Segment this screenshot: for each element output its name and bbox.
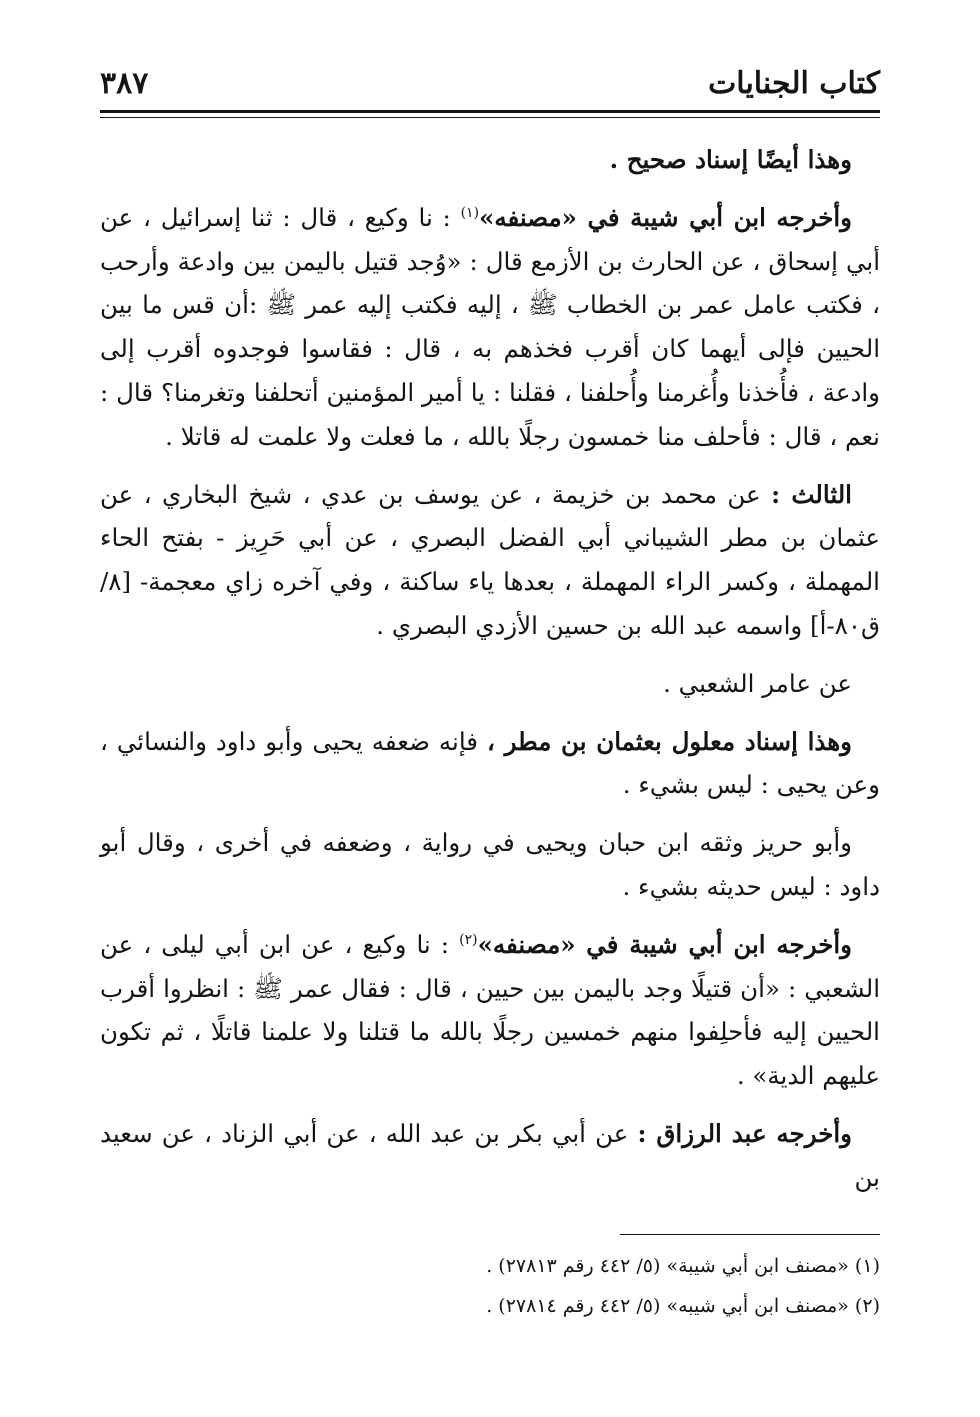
paragraph-lead: وأخرجه ابن أبي شيبة في «مصنفه»	[477, 929, 852, 959]
paragraph	[100, 720, 880, 808]
footnote-reference: (٢)	[459, 931, 478, 948]
paragraph	[100, 473, 880, 648]
paragraph	[100, 821, 880, 909]
paragraph-text: فإنه ضعفه يحيى وأبو داود والنسائي ، وعن يحيى : ليس بشيء .	[100, 726, 880, 800]
paragraph-text: عن أبي بكر بن عبد الله ، عن أبي الزناد ، عن سعيد بن	[100, 1118, 880, 1192]
paragraph	[100, 196, 880, 459]
chapter-title: كتاب الجنايات	[708, 66, 880, 101]
header-rule-thin	[100, 117, 880, 118]
page-number: ٣٨٧	[100, 66, 149, 101]
paragraph	[100, 662, 880, 706]
paragraph-text: : نا وكيع ، عن ابن أبي ليلى ، عن الشعبي : «أن قتيلًا وجد باليمن بين حيين ، قال : فقال عمر ﷺ : انظروا أقرب الحيين إليه فأحلِفوا منهم خمسين رجلًا بالله ما قتلنا ولا علمنا قاتلًا ، ثم تكون عليهم الدية» .	[100, 929, 880, 1091]
book-page	[100, 60, 880, 1380]
paragraph-lead: الثالث :	[771, 479, 852, 509]
paragraph-text: عن عامر الشعبي .	[663, 668, 852, 698]
paragraph	[100, 1112, 880, 1200]
paragraph-text: عن محمد بن خزيمة ، عن يوسف بن عدي ، شيخ البخاري ، عن عثمان بن مطر الشيباني أبي الفضل البصري ، عن أبي حَرِيز - بفتح الحاء المهملة ، وكسر الراء المهملة ، بعدها ياء ساكنة ، وفي آخره زاي معجمة- [٨/ق٨٠-أ] واسمه عبد الله بن حسين الأزدي البصري .	[100, 479, 880, 640]
paragraph-lead: وهذا إسناد معلول بعثمان بن مطر ،	[487, 726, 853, 756]
paragraph-lead: وأخرجه ابن أبي شيبة في «مصنفه»	[479, 202, 852, 232]
paragraph-text: : نا وكيع ، قال : ثنا إسرائيل ، عن أبي إسحاق ، عن الحارث بن الأزمع قال : «وُجد قتيل باليمن بين وادعة وأرحب ، فكتب عامل عمر بن الخطاب ﷺ ، إليه فكتب إليه عمر ﷺ :أن قس ما بين الحيين فإلى أيهما كان أقرب فخذهم به ، قال : فقاسوا فوجدوه أقرب إلى وادعة ، فأُخذنا وأُغرمنا وأُحلفنا ، فقلنا : يا أمير المؤمنين أتحلفنا وتغرمنا؟ قال : نعم ، قال : فأحلف منا خمسون رجلًا بالله ، ما فعلت ولا علمت له قاتلا .	[100, 202, 880, 451]
paragraph	[100, 138, 880, 182]
footnotes	[100, 1246, 880, 1326]
footnote-reference: (١)	[460, 204, 480, 221]
main-text	[100, 138, 880, 1200]
paragraph-lead: وأخرجه عبد الرزاق :	[637, 1118, 852, 1148]
header-rule-thick	[100, 110, 880, 113]
footnote-separator	[620, 1234, 880, 1235]
paragraph-text: وأبو حريز وثقه ابن حبان ويحيى في رواية ، وضعفه في أخرى ، وقال أبو داود : ليس حديثه بشيء .	[100, 828, 880, 901]
paragraph	[100, 923, 880, 1098]
footnote-2: (٢) «مصنف ابن أبي شيبه» (٥/ ٤٤٢ رقم ٢٧٨١٤) .	[486, 1295, 880, 1317]
running-header	[100, 60, 880, 110]
paragraph-lead: وهذا أيضًا إسناد صحيح .	[609, 145, 852, 174]
footnote-1: (١) «مصنف ابن أبي شيبة» (٥/ ٤٤٢ رقم ٢٧٨١٣) .	[486, 1255, 880, 1277]
